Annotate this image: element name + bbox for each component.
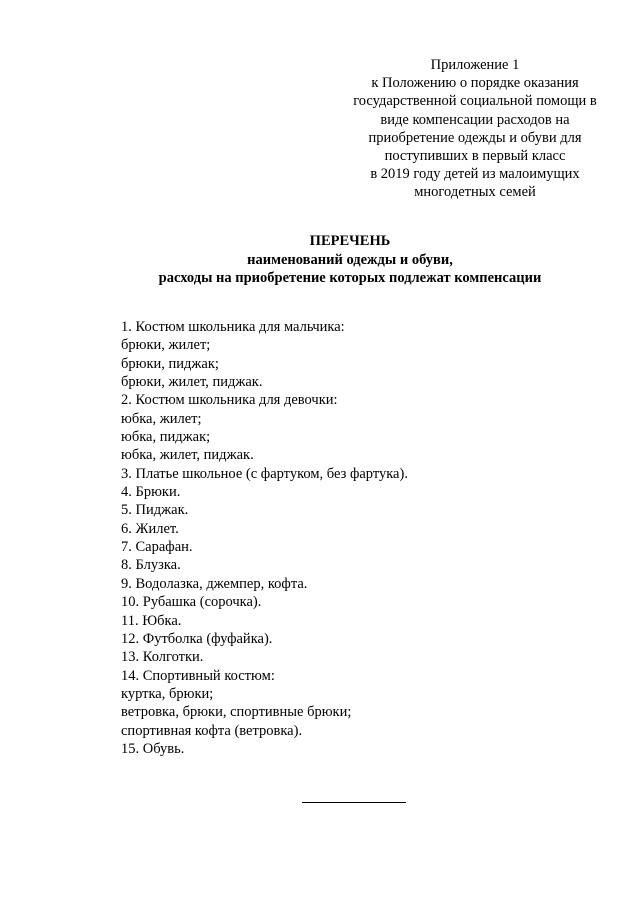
annex-line: государственной социальной помощи в [353, 93, 597, 110]
items-list [121, 318, 601, 758]
list-item: 13. Колготки. [121, 649, 204, 666]
list-item: 3. Платье школьное (с фартуком, без фартука). [121, 465, 408, 482]
annex-block [330, 56, 620, 202]
list-item: брюки, пиджак; [121, 355, 219, 372]
list-item: юбка, пиджак; [121, 429, 211, 446]
list-item: 10. Рубашка (сорочка). [121, 594, 262, 611]
document-subtitle: расходы на приобретение которых подлежат компенсации [158, 270, 542, 286]
closing-rule-divider [302, 802, 406, 803]
list-item: 5. Пиджак. [121, 502, 189, 519]
list-item: юбка, жилет; [121, 410, 202, 427]
annex-line: приобретение одежды и обуви для [368, 129, 582, 146]
list-item: 8. Блузка. [121, 557, 181, 574]
annex-line: к Положению о порядке оказания [371, 75, 579, 92]
list-item: 9. Водолазка, джемпер, кофта. [121, 575, 308, 592]
list-item: 14. Спортивный костюм: [121, 667, 275, 684]
list-item: 15. Обувь. [121, 740, 185, 757]
annex-line: в 2019 году детей из малоимущих [370, 166, 580, 183]
document-heading [0, 232, 640, 288]
list-item: 12. Футболка (фуфайка). [121, 630, 273, 647]
list-item: юбка, жилет, пиджак. [121, 447, 254, 464]
document-subtitle: наименований одежды и обуви, [247, 251, 453, 268]
annex-line: многодетных семей [414, 184, 536, 201]
annex-line: поступивших в первый класс [384, 148, 566, 165]
list-item: спортивная кофта (ветровка). [121, 722, 303, 739]
list-item: 7. Сарафан. [121, 539, 193, 556]
list-item: куртка, брюки; [121, 685, 214, 702]
list-item: 6. Жилет. [121, 520, 179, 537]
list-item: 4. Брюки. [121, 484, 181, 501]
list-item: 1. Костюм школьника для мальчика: [121, 319, 345, 335]
list-item: брюки, жилет; [121, 337, 211, 354]
annex-line: виде компенсации расходов на [380, 111, 570, 128]
list-item: 2. Костюм школьника для девочки: [121, 392, 338, 409]
document-title: ПЕРЕЧЕНЬ [309, 233, 391, 249]
list-item: 11. Юбка. [121, 612, 182, 629]
annex-line: Приложение 1 [430, 57, 520, 73]
list-item: ветровка, брюки, спортивные брюки; [121, 704, 352, 721]
list-item: брюки, жилет, пиджак. [121, 374, 263, 391]
